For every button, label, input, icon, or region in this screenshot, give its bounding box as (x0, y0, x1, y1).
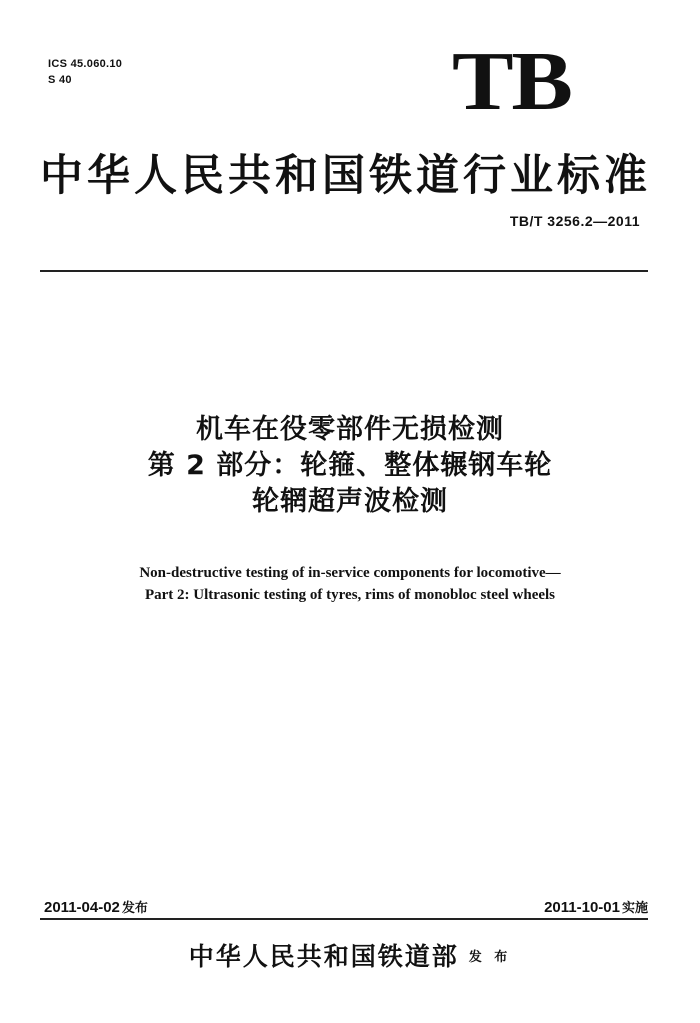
classification-codes (48, 56, 122, 88)
ics-code: ICS 45.060.10 (48, 58, 123, 70)
standard-mark: TB (452, 35, 571, 128)
chinese-title-line-1: 机车在役零部件无损检测 (196, 414, 504, 445)
chinese-title (40, 412, 660, 520)
issue-date-block (44, 898, 148, 919)
implementation-label: 实施 (621, 901, 648, 916)
bottom-divider (40, 918, 648, 920)
english-title (40, 562, 660, 606)
issue-date: 2011-04-02 (44, 899, 120, 916)
publisher-block (40, 937, 660, 973)
standard-number: TB/T 3256.2—2011 (509, 213, 640, 229)
publisher-action: 发 布 (468, 949, 512, 965)
top-divider (40, 270, 648, 272)
industry-standard-title: 中华人民共和国铁道行业标准 (40, 151, 651, 201)
publisher-name: 中华人民共和国铁道部 (188, 942, 459, 971)
english-title-line-1: Non-destructive testing of in-service components for locomotive— (139, 565, 561, 581)
issue-label: 发布 (121, 901, 148, 916)
implementation-date-block (544, 898, 648, 919)
implementation-date: 2011-10-01 (544, 899, 620, 916)
ccs-code: S 40 (48, 74, 72, 86)
english-title-line-2: Part 2: Ultrasonic testing of tyres, rims of monobloc steel wheels (144, 587, 556, 603)
chinese-title-line-3: 轮辋超声波检测 (252, 486, 448, 517)
chinese-title-line-2: 第 2 部分：轮箍、整体辗钢车轮 (147, 450, 553, 481)
